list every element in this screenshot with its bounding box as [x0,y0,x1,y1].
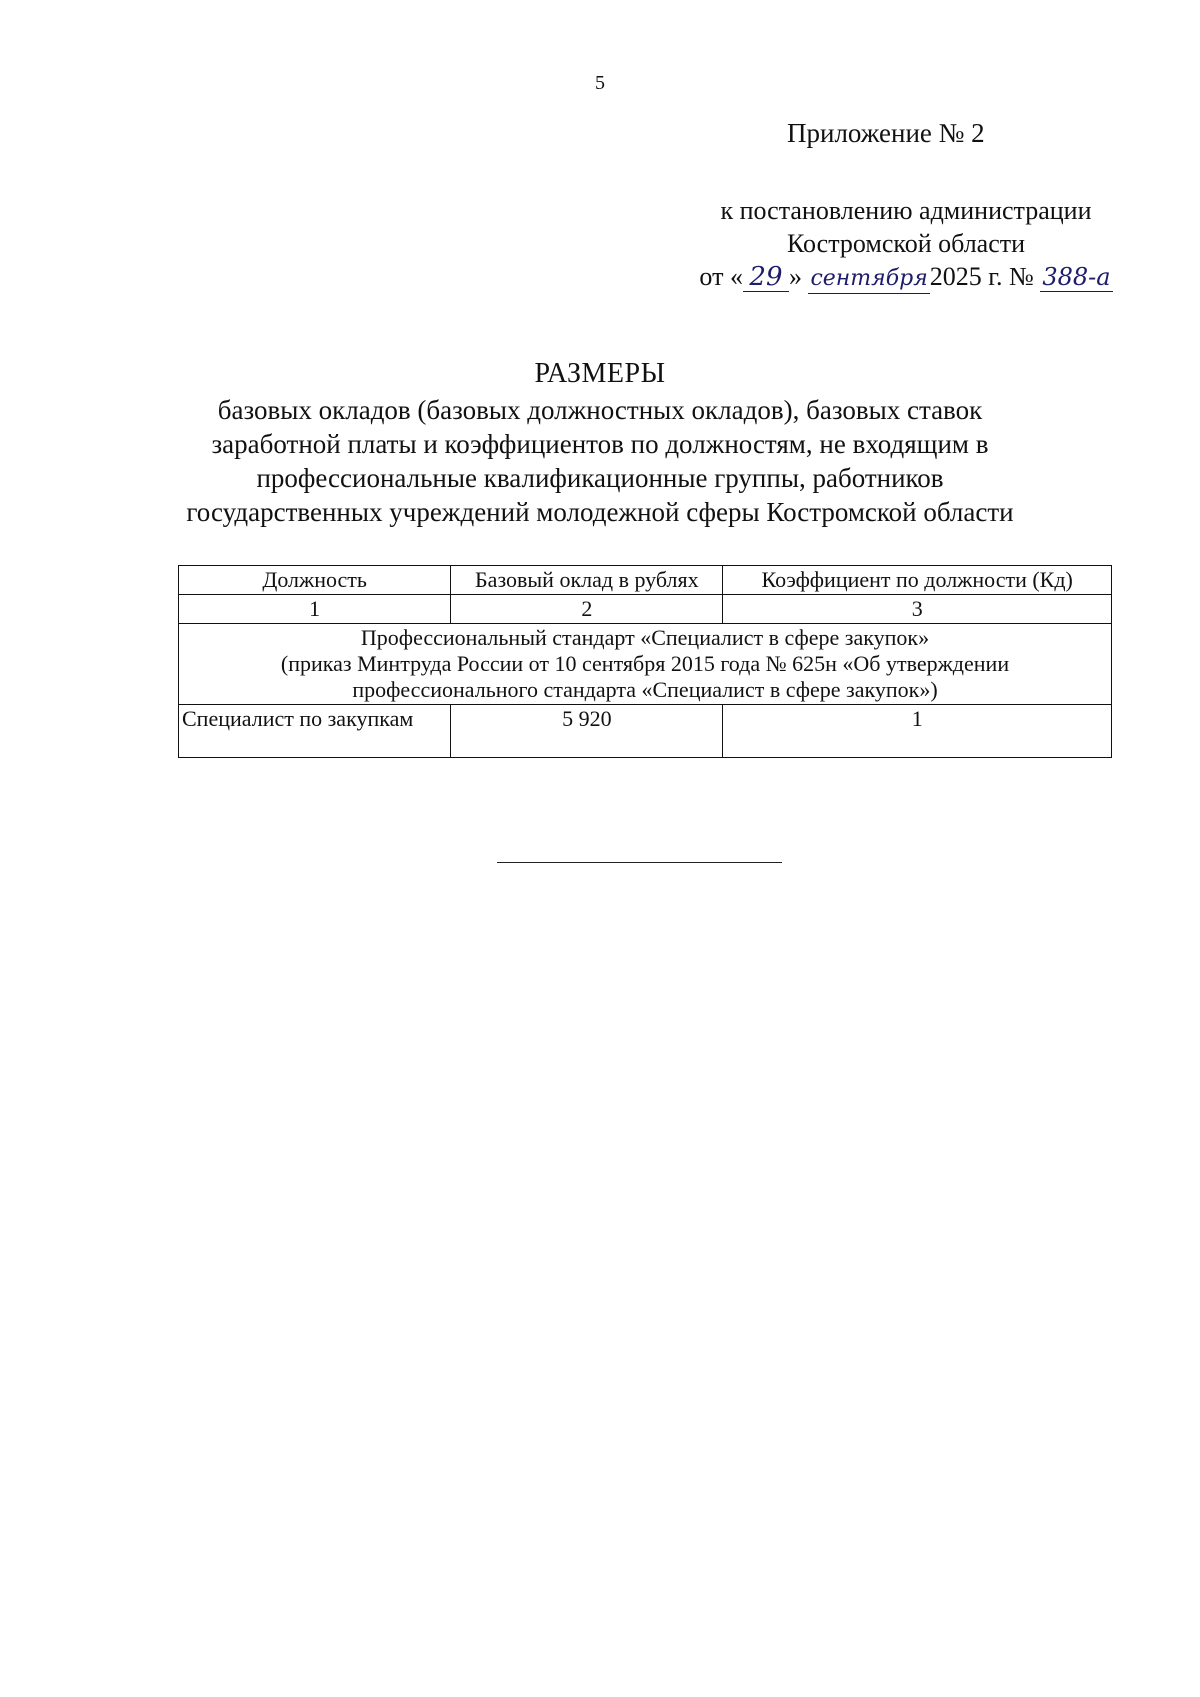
date-prefix: от « [699,262,743,291]
closing-divider [497,862,782,863]
date-quote-close: » [788,262,802,291]
cell-salary: 5 920 [451,705,723,758]
handwritten-number: 388-а [1042,263,1111,291]
column-number: 2 [451,595,723,624]
resolution-line-2: Костромской области [786,229,1026,258]
handwritten-day: 29 [743,263,789,292]
subtitle-line: профессиональные квалификационные группы, работников [256,463,944,493]
page-number: 5 [595,72,605,94]
resolution-reference [690,194,1122,293]
section-line: профессионального стандарта «Специалист в сфере закупок») [352,677,938,702]
table-header-row [179,566,1112,595]
column-number-row [179,595,1112,624]
date-year-text: 2025 г. № [929,262,1034,291]
header-coefficient: Коэффициент по должности (Кд) [723,566,1112,595]
section-row [179,624,1112,705]
salary-table [178,565,1112,758]
header-position: Должность [179,566,451,595]
resolution-date-line [690,260,1122,293]
header-salary: Базовый оклад в рублях [451,566,723,595]
table-row [179,705,1112,758]
column-number: 3 [723,595,1112,624]
appendix-title: Приложение № 2 [787,118,985,148]
subtitle-line: государственных учреждений молодежной сферы Костромской области [186,497,1014,527]
cell-coefficient: 1 [723,705,1112,758]
handwritten-month: сентября [808,265,929,294]
cell-position: Специалист по закупкам [179,705,451,758]
document-subtitle [150,393,1050,529]
section-line: Профессиональный стандарт «Специалист в сфере закупок» [360,625,930,650]
column-number: 1 [179,595,451,624]
subtitle-line: базовых окладов (базовых должностных окладов), базовых ставок [217,395,983,425]
section-line: (приказ Минтруда России от 10 сентября 2015 года № 625н «Об утверждении [280,651,1010,676]
section-cell [179,624,1112,705]
subtitle-line: заработной платы и коэффициентов по должностям, не входящим в [211,429,989,459]
resolution-line-1: к постановлению администрации [720,196,1092,225]
document-title: РАЗМЕРЫ [534,358,666,389]
